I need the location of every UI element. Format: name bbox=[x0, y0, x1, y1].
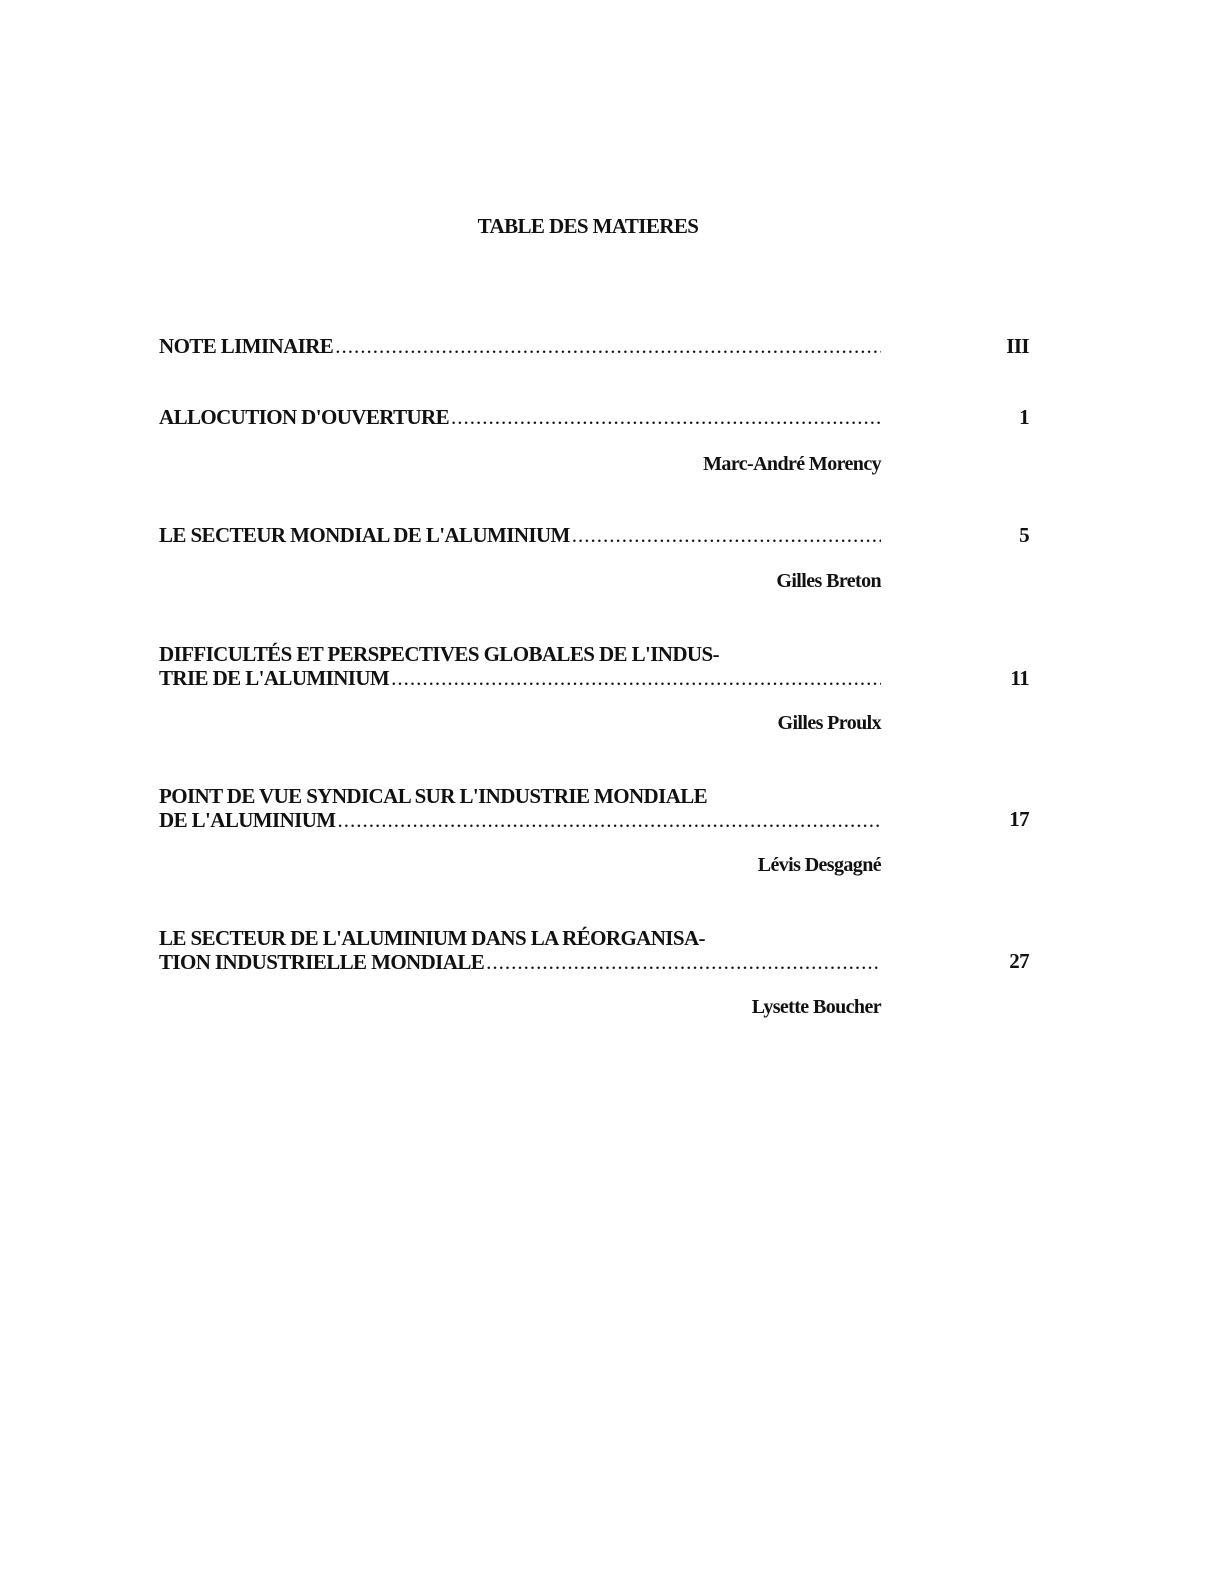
dot-leader bbox=[572, 523, 881, 547]
toc-entry bbox=[159, 405, 1029, 475]
toc-entry-title-line bbox=[159, 523, 881, 547]
toc-entry-title bbox=[159, 642, 881, 690]
toc-entry-title-text: TRIE DE L'ALUMINIUM bbox=[159, 666, 390, 690]
toc-entry-author: Marc-André Morency bbox=[703, 453, 881, 475]
toc-entry-title bbox=[159, 334, 881, 358]
toc-entry bbox=[159, 784, 1029, 876]
toc-entry-title-line bbox=[159, 950, 881, 974]
toc-entry-title bbox=[159, 405, 881, 429]
toc-entry-title bbox=[159, 926, 881, 974]
toc-entry-author: Gilles Breton bbox=[776, 570, 881, 592]
toc-entry bbox=[159, 334, 1029, 358]
toc-entry-page-number: 11 bbox=[1010, 666, 1029, 690]
toc-entry-title-line bbox=[159, 334, 881, 358]
toc-entry bbox=[159, 523, 1029, 592]
dot-leader bbox=[338, 808, 881, 832]
toc-entry-title-line: POINT DE VUE SYNDICAL SUR L'INDUSTRIE MONDIALE bbox=[159, 784, 708, 808]
dot-leader bbox=[486, 950, 881, 974]
toc-entry-title-line: DIFFICULTÉS ET PERSPECTIVES GLOBALES DE L'INDUS- bbox=[159, 642, 719, 666]
dot-leader bbox=[451, 405, 881, 429]
toc-entry-page-number: 27 bbox=[1009, 949, 1029, 973]
toc-entry-title-line bbox=[159, 405, 881, 429]
toc-entry-author: Gilles Proulx bbox=[777, 712, 881, 734]
toc-entry-page-number: 5 bbox=[1019, 523, 1029, 547]
toc-entry-title bbox=[159, 523, 881, 547]
toc-entry-title-text: ALLOCUTION D'OUVERTURE bbox=[159, 405, 450, 429]
toc-entry-page-number: III bbox=[1006, 334, 1029, 358]
toc-entry bbox=[159, 642, 1029, 734]
toc-entry-author: Lévis Desgagné bbox=[757, 854, 881, 876]
toc-entry-title-text: DE L'ALUMINIUM bbox=[159, 808, 336, 832]
dot-leader bbox=[391, 666, 881, 690]
toc-entry-title-line bbox=[159, 808, 881, 832]
toc-entry-title-text: NOTE LIMINAIRE bbox=[159, 334, 334, 358]
toc-entry-title-line: LE SECTEUR DE L'ALUMINIUM DANS LA RÉORGANISA- bbox=[159, 926, 705, 950]
page-title: TABLE DES MATIERES bbox=[477, 214, 699, 238]
toc-entry-page-number: 1 bbox=[1019, 405, 1029, 429]
toc-entry-title bbox=[159, 784, 881, 832]
dot-leader bbox=[335, 334, 881, 358]
toc-entry bbox=[159, 926, 1029, 1018]
toc-entry-page-number: 17 bbox=[1009, 807, 1029, 831]
toc-entry-author: Lysette Boucher bbox=[751, 996, 881, 1018]
toc-entry-title-text: TION INDUSTRIELLE MONDIALE bbox=[159, 950, 485, 974]
toc-entry-title-text: LE SECTEUR MONDIAL DE L'ALUMINIUM bbox=[159, 523, 570, 547]
toc-entry-title-line bbox=[159, 666, 881, 690]
